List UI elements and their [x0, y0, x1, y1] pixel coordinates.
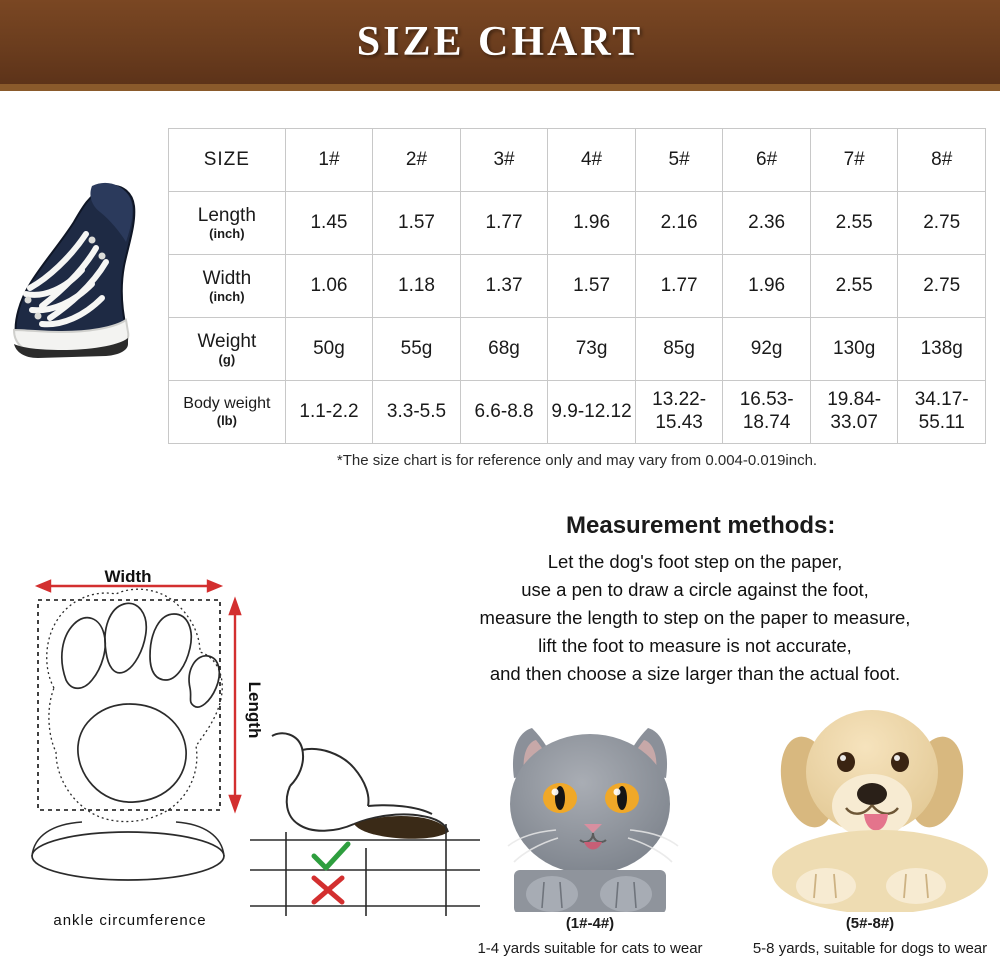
- row-label-text: Weight: [197, 330, 257, 352]
- measurement-line: Let the dog's foot step on the paper,: [547, 551, 843, 572]
- measurement-line: use a pen to draw a circle against the foot,: [521, 579, 869, 600]
- row-label-unit: (inch): [209, 225, 245, 241]
- banner-underline: [0, 84, 1000, 91]
- row-label-text: Body weight: [183, 395, 271, 413]
- cell-length-5: 2.16: [635, 192, 723, 255]
- measurement-line: lift the foot to measure is not accurate,: [538, 635, 852, 656]
- row-label-width: [169, 255, 286, 318]
- cell-width-6: 1.96: [723, 255, 811, 318]
- cell-weight-6: 92g: [723, 318, 811, 381]
- paw-length-label: Length: [245, 681, 264, 739]
- header-cell-size-5: 5#: [635, 129, 723, 192]
- paw-width-label: Width: [104, 567, 152, 586]
- row-label-text: Length: [197, 204, 256, 226]
- cat-size-range-label: (1#-4#): [565, 915, 615, 932]
- cell-body-weight-5: 13.22-15.43: [635, 381, 723, 444]
- ankle-circumference-label: ankle circumference: [53, 912, 207, 929]
- table-row: [169, 192, 986, 255]
- header-cell-size-8: 8#: [898, 129, 986, 192]
- cell-width-1: 1.06: [285, 255, 373, 318]
- size-chart-footnote: *The size chart is for reference only and may vary from 0.004-0.019inch.: [336, 452, 818, 469]
- row-label-unit: (inch): [209, 288, 245, 304]
- cell-body-weight-2: 3.3-5.5: [373, 381, 461, 444]
- header-cell-size-4: 4#: [548, 129, 636, 192]
- check-icon: [314, 844, 348, 868]
- size-chart-table: [168, 128, 986, 444]
- dog-caption: 5-8 yards, suitable for dogs to wear: [752, 940, 988, 957]
- cell-body-weight-3: 6.6-8.8: [460, 381, 548, 444]
- cell-weight-8: 138g: [898, 318, 986, 381]
- header-cell-size-3: 3#: [460, 129, 548, 192]
- cell-weight-3: 68g: [460, 318, 548, 381]
- header-cell-size-7: 7#: [810, 129, 898, 192]
- row-label-unit: (lb): [216, 413, 237, 429]
- cell-length-3: 1.77: [460, 192, 548, 255]
- cell-length-2: 1.57: [373, 192, 461, 255]
- cell-width-5: 1.77: [635, 255, 723, 318]
- cell-weight-2: 55g: [373, 318, 461, 381]
- dog-shoe-illustration: [8, 160, 153, 390]
- cell-weight-5: 85g: [635, 318, 723, 381]
- cross-icon: [314, 878, 342, 902]
- cell-body-weight-7: 19.84-33.07: [810, 381, 898, 444]
- header-cell-size-6: 6#: [723, 129, 811, 192]
- cell-length-6: 2.36: [723, 192, 811, 255]
- dog-size-range-label: (5#-8#): [845, 915, 895, 932]
- cell-weight-7: 130g: [810, 318, 898, 381]
- row-label-text: Width: [202, 267, 252, 289]
- measurement-line: measure the length to step on the paper to measure,: [479, 607, 911, 628]
- cat-photo: [480, 712, 700, 912]
- cell-width-4: 1.57: [548, 255, 636, 318]
- row-label-unit: (g): [218, 351, 236, 367]
- cell-width-7: 2.55: [810, 255, 898, 318]
- table-header-row: [169, 129, 986, 192]
- size-chart-table-container: [168, 128, 986, 444]
- paw-measurement-diagram: [0, 560, 270, 940]
- table-row: [169, 255, 986, 318]
- header-cell-size-1: 1#: [285, 129, 373, 192]
- row-label-weight: [169, 318, 286, 381]
- page-header-banner: [0, 0, 1000, 84]
- cell-weight-4: 73g: [548, 318, 636, 381]
- cat-caption: 1-4 yards suitable for cats to wear: [477, 940, 703, 957]
- cell-length-8: 2.75: [898, 192, 986, 255]
- header-cell-size: SIZE: [169, 129, 286, 192]
- header-cell-size-2: 2#: [373, 129, 461, 192]
- row-label-body-weight: [169, 381, 286, 444]
- cell-body-weight-1: 1.1-2.2: [285, 381, 373, 444]
- cell-weight-1: 50g: [285, 318, 373, 381]
- measurement-methods-title: Measurement methods:: [566, 512, 836, 539]
- table-row: [169, 318, 986, 381]
- row-label-length: [169, 192, 286, 255]
- cell-width-3: 1.37: [460, 255, 548, 318]
- measurement-methods-text: [400, 548, 990, 688]
- table-row: [169, 381, 986, 444]
- dog-photo: [760, 690, 1000, 912]
- measurement-line: and then choose a size larger than the actual foot.: [489, 663, 901, 684]
- cell-length-1: 1.45: [285, 192, 373, 255]
- cell-width-2: 1.18: [373, 255, 461, 318]
- foot-on-paper-diagram: [250, 720, 480, 920]
- page-title: SIZE CHART: [356, 19, 644, 65]
- cell-length-4: 1.96: [548, 192, 636, 255]
- cell-length-7: 2.55: [810, 192, 898, 255]
- cell-width-8: 2.75: [898, 255, 986, 318]
- cell-body-weight-6: 16.53-18.74: [723, 381, 811, 444]
- cell-body-weight-4: 9.9-12.12: [548, 381, 636, 444]
- cell-body-weight-8: 34.17-55.11: [898, 381, 986, 444]
